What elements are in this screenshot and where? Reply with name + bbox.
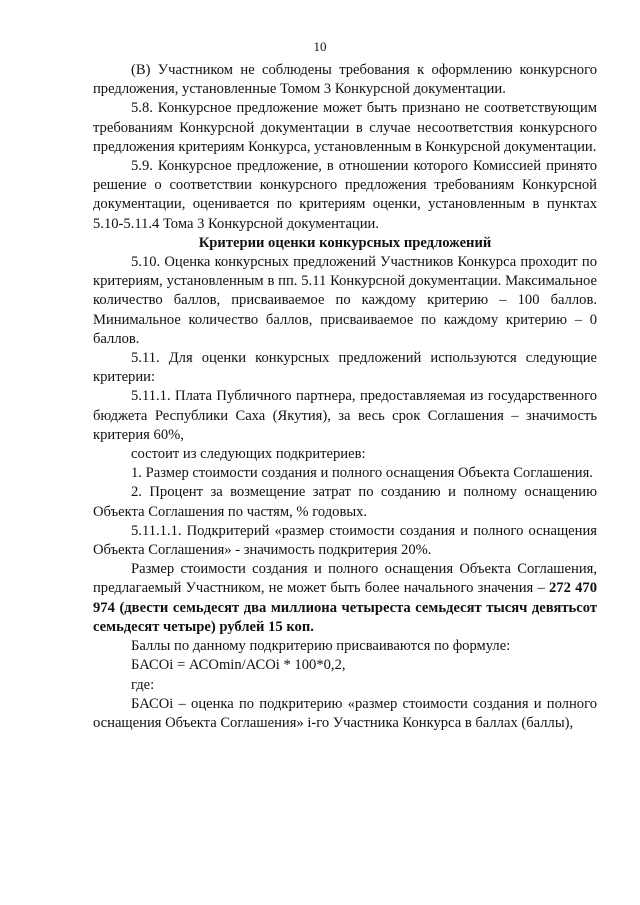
paragraph-5-11-1-1: 5.11.1.1. Подкритерий «размер стоимости создания и полного оснащения Объекта Соглашения» - значимость подкритерия 20%. bbox=[93, 522, 597, 559]
paragraph-5-11-1: 5.11.1. Плата Публичного партнера, предоставляемая из государственного бюджета Республики Саха (Якутия), за весь срок Соглашения – значимость критерия 60%, bbox=[93, 388, 597, 443]
paragraph-5-8: 5.8. Конкурсное предложение может быть признано не соответствующим требованиям Конкурсной документации в случае несоответствия конкурсного предложения критериям Конкурса, установленным в Конкурсной документации. bbox=[93, 100, 597, 155]
paragraph-b-condition: (В) Участником не соблюдены требования к оформлению конкурсного предложения, установленные Томом 3 Конкурсной документации. bbox=[93, 62, 597, 98]
formula: БАСОi = АСОmin/АСОi * 100*0,2, bbox=[131, 657, 346, 674]
paragraph-5-10: 5.10. Оценка конкурсных предложений Участников Конкурса проходит по критериям, установленным в пп. 5.11 Конкурсной документации. Максимальное количество баллов, присваиваемое по каждому критерию – 100 баллов. Минимальное количество баллов, присваиваемое по каждому критерию – 0 баллов. bbox=[93, 254, 597, 347]
paragraph-subcriteria-intro: состоит из следующих подкритериев: bbox=[131, 446, 366, 463]
list-item-1: 1. Размер стоимости создания и полного оснащения Объекта Соглашения. bbox=[131, 465, 593, 482]
page-number: 10 bbox=[313, 39, 327, 54]
list-item-2: 2. Процент за возмещение затрат по созданию и полному оснащению Объекта Соглашения по частям, % годовых. bbox=[93, 484, 597, 520]
paragraph-5-11: 5.11. Для оценки конкурсных предложений используются следующие критерии: bbox=[93, 350, 597, 386]
max-cost-text: Размер стоимости создания и полного оснащения Объекта Соглашения, предлагаемый Участником, не может быть более начального значения – bbox=[93, 561, 597, 597]
paragraph-max-cost bbox=[93, 560, 597, 637]
document-body bbox=[93, 61, 597, 733]
paragraph-where: где: bbox=[131, 676, 155, 693]
paragraph-5-9: 5.9. Конкурсное предложение, в отношении которого Комиссией принято решение о соответствии конкурсного предложения требованиям Конкурсной документации, оценивается по критериям оценки, установленным в пунктах 5.10-5.11.4 Тома 3 Конкурсной документации. bbox=[93, 158, 597, 232]
paragraph-formula-intro: Баллы по данному подкритерию присваиваются по формуле: bbox=[131, 638, 511, 655]
section-heading: Критерии оценки конкурсных предложений bbox=[198, 234, 492, 251]
max-cost-amount: 272 470 974 (двести семьдесят два миллиона четыреста семьдесят тысяч девятьсот семьдесят четыре) рублей 15 коп. bbox=[93, 580, 597, 635]
paragraph-variable-definition: БАСОi – оценка по подкритерию «размер стоимости создания и полного оснащения Объекта Соглашения» i-го Участника Конкурса в баллах (баллы), bbox=[93, 695, 597, 731]
